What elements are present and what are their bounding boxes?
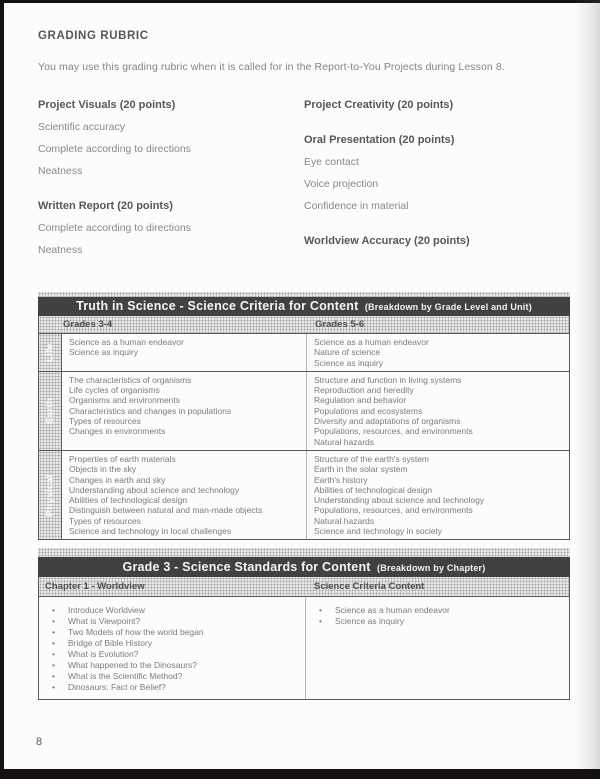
rubric-item: Confidence in material [304, 200, 409, 212]
rubric-section-project-visuals [38, 94, 304, 182]
column-header-science-criteria: Science Criteria Content [314, 581, 425, 593]
chapter-topic-bullet: • What is the Scientific Method? [46, 671, 298, 682]
criteria-line: Characteristics and changes in populations [69, 405, 232, 416]
column-header-grades-5-6: Grades 5-6 [315, 319, 365, 330]
criteria-line: Science as inquiry [69, 347, 138, 358]
chapter-topic-bullet: • What happened to the Dinosaurs? [46, 660, 298, 671]
row-label-text: Earth [44, 397, 56, 425]
physical-grades-5-6-cell [307, 451, 569, 539]
rubric-item: Complete according to directions [38, 143, 191, 155]
chapter-topic-bullet: • Two Models of how the world began [46, 627, 298, 638]
chapter-1-topics-cell [39, 597, 306, 698]
earth-grades-3-4-cell [62, 372, 307, 450]
criteria-line: Science as a human endeavor [69, 337, 184, 347]
criteria-line: Types of resources [69, 416, 141, 427]
criteria-line: Earth in the solar system [314, 464, 408, 475]
column-header-grades-3-4: Grades 3-4 [63, 319, 113, 330]
standards-table-frame [38, 577, 570, 699]
rubric-item-list [38, 217, 304, 261]
rubric-item-list [38, 116, 304, 182]
rubric-left-column [38, 94, 304, 274]
row-label-earth [39, 372, 62, 450]
rubric-section-heading: Oral Presentation (20 points) [304, 134, 455, 146]
table-top-texture [38, 548, 570, 557]
rubric-item: Voice projection [304, 178, 379, 190]
standards-table-title: Grade 3 - Science Standards for Content [122, 560, 371, 575]
life-grades-3-4-cell [62, 334, 307, 371]
criteria-table-title-note-text: (Breakdown by Grade Level and Unit) [364, 302, 532, 312]
standards-table-header-row [39, 577, 569, 596]
rubric-section-written-report [38, 195, 304, 261]
criteria-bullet: • Science as inquiry [313, 616, 562, 627]
page-number: 8 [36, 736, 43, 748]
table-row-life [39, 333, 569, 371]
criteria-line: Abilities of technological design [314, 484, 433, 495]
row-label-text: Life [44, 343, 56, 362]
criteria-line: Abilities of technological design [69, 495, 188, 506]
standards-table-body-row [39, 596, 569, 698]
criteria-line: Nature of science [314, 347, 381, 358]
criteria-line: Understanding about science and technology [69, 484, 240, 495]
rubric-section-heading: Project Creativity (20 points) [304, 99, 454, 111]
criteria-line: Science as a human endeavor [314, 337, 429, 347]
criteria-table-title: Truth in Science - Science Criteria for Content [76, 299, 359, 313]
rubric-item: Neatness [38, 244, 83, 256]
column-header-chapter-1: Chapter 1 - Worldview [45, 581, 145, 593]
criteria-line: Structure and function in living systems [314, 374, 462, 385]
criteria-line: The characteristics of organisms [69, 374, 192, 385]
standards-table [38, 548, 570, 699]
rubric-section-worldview-accuracy [304, 230, 570, 252]
criteria-line: Populations, resources, and environments [314, 505, 473, 516]
criteria-line: Organisms and environments [69, 395, 181, 406]
chapter-topic-bullet: • Introduce Worldview [46, 605, 298, 616]
row-label-text: Physical [44, 474, 56, 517]
criteria-line: Changes in earth and sky [69, 474, 166, 485]
intro-text: You may use this grading rubric when it is called for in the Report-to-You Projects during Lesson 8. [38, 61, 505, 73]
criteria-line: Natural hazards [314, 436, 375, 447]
row-label-life [39, 334, 62, 371]
life-grades-5-6-cell [307, 334, 569, 371]
rubric-item: Eye contact [304, 156, 359, 168]
rubric-section-heading: Written Report (20 points) [38, 200, 173, 212]
rubric-item: Complete according to directions [38, 222, 191, 234]
rubric-right-column [304, 94, 570, 274]
table-row-physical [39, 450, 569, 539]
criteria-line: Diversity and adaptations of organisms [314, 416, 461, 427]
criteria-line: Populations, resources, and environments [314, 426, 473, 437]
chapter-topic-bullet: • What is Evolution? [46, 649, 298, 660]
rubric-columns [38, 94, 570, 274]
criteria-table [38, 292, 570, 540]
criteria-line: Science and technology in society [314, 526, 443, 537]
criteria-table-title-bar [38, 297, 570, 316]
criteria-line: Distinguish between natural and man-made objects [69, 505, 263, 516]
rubric-section-project-creativity [304, 94, 570, 116]
criteria-line: Science and technology in local challenges [69, 526, 232, 537]
rubric-item-list [304, 151, 570, 217]
chapter-topic-bullet: • What is Viewpoint? [46, 616, 298, 627]
rubric-section-oral-presentation [304, 129, 570, 217]
criteria-line: Understanding about science and technology [314, 495, 485, 506]
criteria-line: Earth's history [314, 474, 368, 485]
rubric-item: Neatness [38, 165, 83, 177]
criteria-line: Reproduction and heredity [314, 385, 414, 396]
criteria-line: Populations and ecosystems [314, 405, 423, 416]
criteria-line: Properties of earth materials [69, 453, 176, 464]
standards-table-title-note-text: (Breakdown by Chapter) [377, 563, 486, 574]
page-title: GRADING RUBRIC [38, 30, 149, 42]
criteria-line: Life cycles of organisms [69, 385, 160, 396]
criteria-line: Changes in environments [69, 426, 166, 437]
rubric-section-heading: Project Visuals (20 points) [38, 99, 176, 111]
standards-table-title-bar [38, 557, 570, 577]
rubric-section-heading: Worldview Accuracy (20 points) [304, 235, 470, 247]
criteria-line: Regulation and behavior [314, 395, 407, 406]
rubric-item: Scientific accuracy [38, 121, 125, 133]
table-row-earth [39, 371, 569, 450]
criteria-line: Science as inquiry [314, 357, 383, 368]
criteria-line: Objects in the sky [69, 464, 137, 475]
criteria-line: Natural hazards [314, 515, 375, 526]
criteria-line: Types of resources [69, 515, 141, 526]
criteria-table-header-row [39, 316, 569, 333]
science-criteria-cell [306, 597, 569, 698]
criteria-line: Structure of the earth's system [314, 453, 430, 464]
earth-grades-5-6-cell [307, 372, 569, 450]
row-label-physical [39, 451, 62, 539]
criteria-table-frame [38, 316, 570, 540]
criteria-bullet: • Science as a human endeavor [313, 605, 562, 616]
chapter-topic-bullet: • Bridge of Bible History [46, 638, 298, 649]
chapter-topic-bullet: • Dinosaurs: Fact or Belief? [46, 682, 298, 693]
physical-grades-3-4-cell [62, 451, 307, 539]
